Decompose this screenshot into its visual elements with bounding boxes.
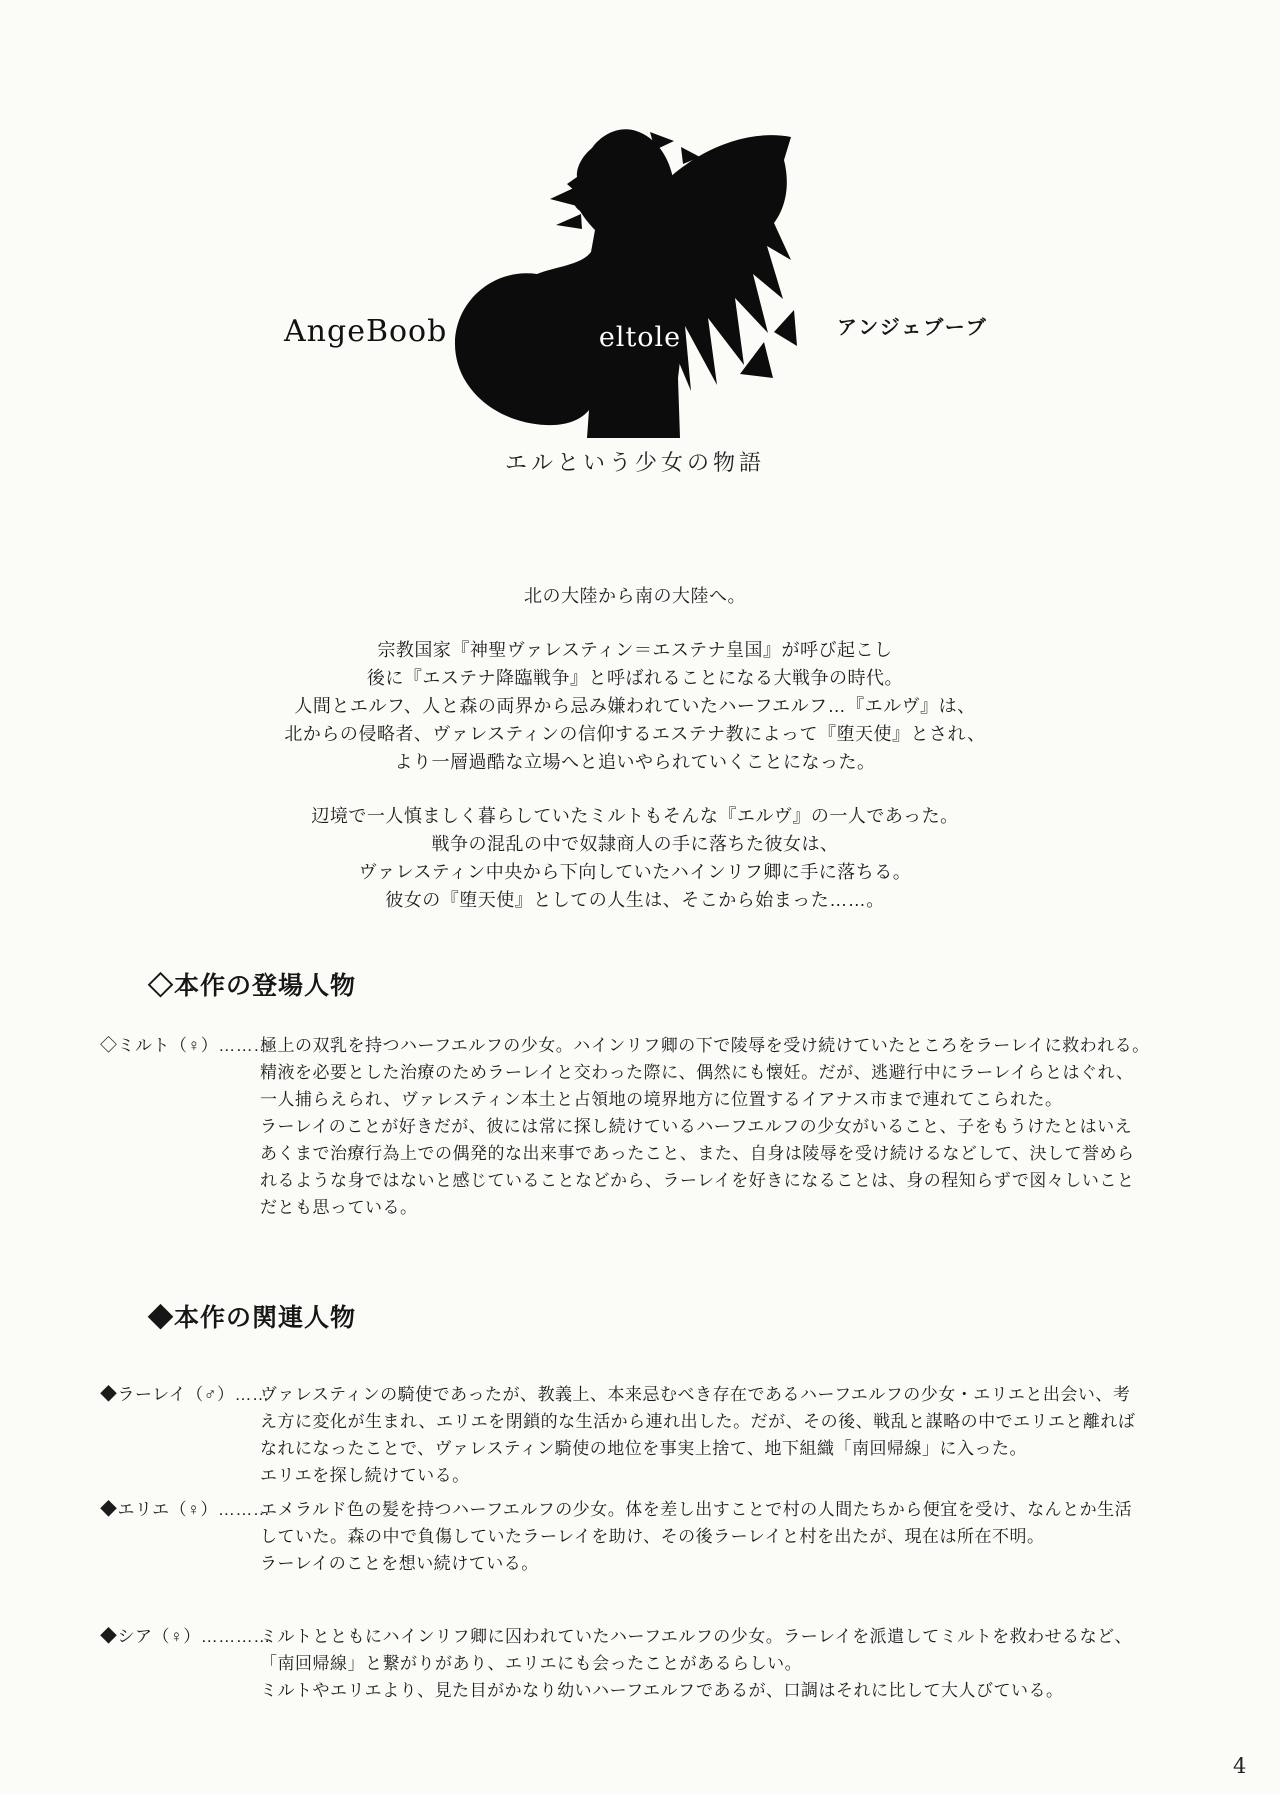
story-line: 人間とエルフ、人と森の両界から忌み嫌われていたハーフエルフ…『エルヴ』は、 — [294, 696, 976, 716]
page-number: 4 — [1233, 1754, 1247, 1778]
section-heading-related-characters: ◆本作の関連人物 — [148, 1304, 357, 1332]
story-paragraph — [0, 582, 1270, 610]
story-line: 北の大陸から南の大陸へ。 — [524, 586, 746, 606]
subtitle: エルという少女の物語 — [504, 450, 765, 475]
description-line: あくまで治療行為上での偶発的な出来事であったこと、また、自身は陵辱を受け続けるなどして、決して誉めら — [260, 1144, 1135, 1163]
story-line: 戦争の混乱の中で奴隷商人の手に落ちた彼女は、 — [431, 834, 839, 854]
story-line: 後に『エステナ降臨戦争』と呼ばれることになる大戦争の時代。 — [366, 668, 904, 688]
description-line: 精液を必要とした治療のためラーレイと交わった際に、偶然にも懐妊。だが、逃避行中にラーレイらとはぐれ、 — [260, 1063, 1134, 1082]
description-line: していた。森の中で負傷していたラーレイを助け、その後ラーレイと村を出たが、現在は所在不明。 — [260, 1527, 1045, 1546]
character-entry-milt — [100, 1032, 1195, 1221]
description-line: エリエを探し続けている。 — [260, 1466, 470, 1485]
description-line: エメラルド色の髪を持つハーフエルフの少女。体を差し出すことで村の人間たちから便宜を受け、なんとか生活 — [260, 1500, 1133, 1519]
description-line: 一人捕らえられ、ヴァレスティン本土と占領地の境界地方に位置するイアナス市まで連れてこられた。 — [260, 1090, 1063, 1109]
description-line: 極上の双乳を持つハーフエルフの少女。ハインリフ卿の下で陵辱を受け続けていたところをラーレイに救われる。 — [260, 1036, 1150, 1055]
character-entry-erie — [100, 1496, 1195, 1577]
story-line: 北からの侵略者、ヴァレスティンの信仰するエステナ教によって『堕天使』とされ、 — [284, 724, 986, 744]
character-description — [260, 1032, 1195, 1221]
character-label: ◆ラーレイ（♂）…… — [100, 1385, 270, 1404]
story-line: より一層過酷な立場へと追いやられていくことになった。 — [394, 752, 876, 772]
description-line: ラーレイのことが好きだが、彼には常に探し続けているハーフエルフの少女がいること、子をもうけたとはいえ — [260, 1117, 1133, 1136]
series-title-latin: AngeBoob — [284, 314, 448, 349]
angel-silhouette-svg — [440, 126, 802, 438]
story-synopsis — [0, 582, 1270, 940]
description-line: れるような身ではないと感じていることなどから、ラーレイを好きになることは、身の程知らずで図々しいこと — [260, 1171, 1135, 1190]
description-line: ラーレイのことを想い続けている。 — [260, 1554, 539, 1573]
character-label: ◆シア（♀）………… — [100, 1627, 271, 1646]
character-entry-sia — [100, 1623, 1195, 1704]
story-line: 宗教国家『神聖ヴァレスティン＝エステナ皇国』が呼び起こし — [377, 640, 893, 660]
angel-silhouette-image — [440, 126, 802, 438]
character-description — [260, 1381, 1195, 1489]
character-label: ◆エリエ（♀）……… — [100, 1500, 271, 1519]
description-line: ミルトやエリエより、見た目がかなり幼いハーフエルフであるが、口調はそれに比して大人びている。 — [260, 1681, 1064, 1700]
story-paragraph — [0, 636, 1270, 776]
section-heading-main-characters: ◇本作の登場人物 — [148, 972, 357, 1000]
character-description — [260, 1623, 1195, 1704]
story-line: 辺境で一人慎ましく暮らしていたミルトもそんな『エルヴ』の一人であった。 — [311, 806, 959, 826]
description-line: だとも思っている。 — [260, 1198, 418, 1217]
character-entry-rarei — [100, 1381, 1195, 1489]
series-title-katakana: アンジェブーブ — [837, 317, 988, 339]
logo-text: eltole — [598, 322, 682, 353]
description-line: ヴァレスティンの騎使であったが、教義上、本来忌むべき存在であるハーフエルフの少女・エリエと出会い、考 — [260, 1385, 1131, 1404]
description-line: なれになったことで、ヴァレスティン騎使の地位を事実上捨て、地下組織「南回帰線」に入った。 — [260, 1439, 1027, 1458]
description-line: 「南回帰線」と繋がりがあり、エリエにも会ったことがあるらしい。 — [260, 1654, 803, 1673]
story-paragraph — [0, 802, 1270, 914]
story-line: ヴァレスティン中央から下向していたハインリフ卿に手に落ちる。 — [358, 862, 912, 882]
description-line: え方に変化が生まれ、エリエを閉鎖的な生活から連れ出した。だが、その後、戦乱と謀略の中でエリエと離れば — [260, 1412, 1136, 1431]
description-line: ミルトとともにハインリフ卿に囚われていたハーフエルフの少女。ラーレイを派遣してミルトを救わせるなど、 — [260, 1627, 1133, 1646]
story-line: 彼女の『堕天使』としての人生は、そこから始まった……。 — [385, 890, 885, 910]
character-description — [260, 1496, 1195, 1577]
character-label: ◇ミルト（♀）……… — [100, 1036, 271, 1055]
